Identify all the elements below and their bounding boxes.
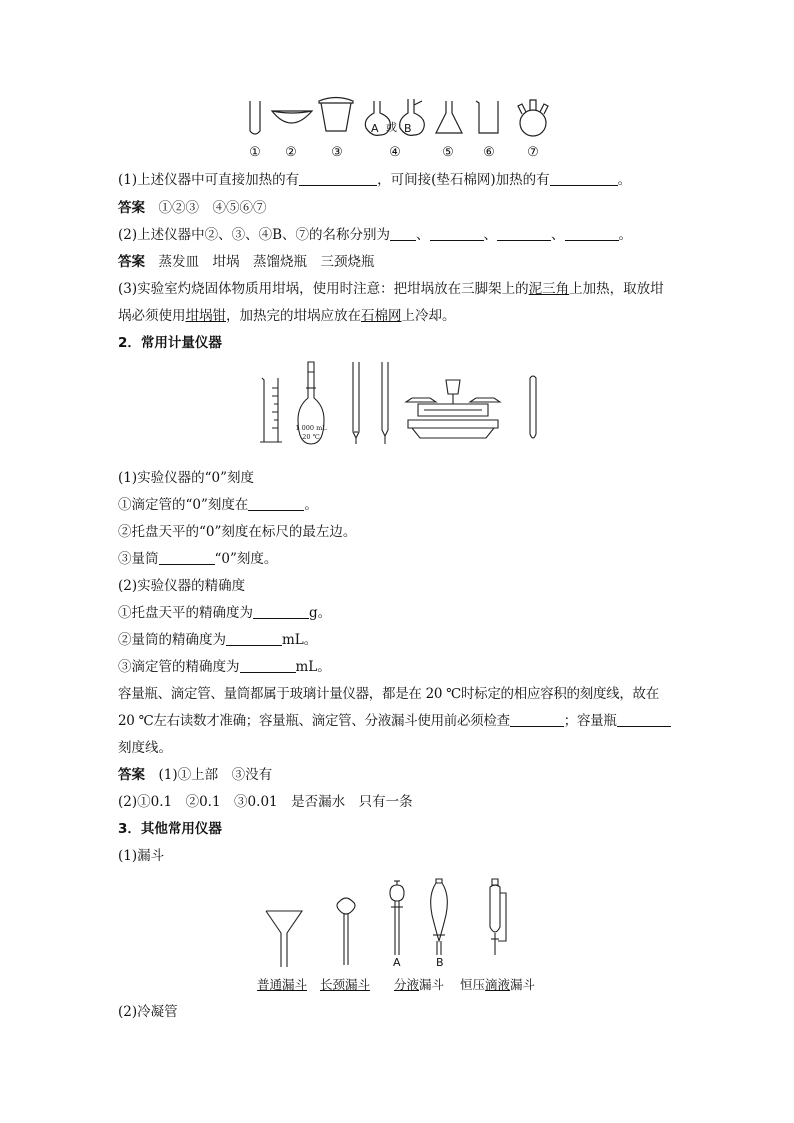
- conical-flask-icon: [436, 101, 462, 133]
- question-2: (2)上述仪器中②、③、④B、⑦的名称分别为 、 、 、 。: [118, 227, 633, 243]
- flask-volume-text: 1 000 mL: [295, 424, 327, 432]
- funnel-heading: (1)漏斗: [118, 848, 165, 864]
- funnel-label-separatory: 分液漏斗: [394, 977, 445, 992]
- funnels-figure: [262, 875, 542, 967]
- section-3-heading: 3．其他常用仪器: [118, 821, 222, 837]
- apparatus-number: ⑥: [483, 145, 495, 160]
- answer-1: 答案 ①②③ ④⑤⑥⑦: [118, 200, 267, 216]
- question-3-line-2: 埚必须使用坩埚钳，加热完的坩埚应放在石棉网上冷却。: [118, 308, 456, 324]
- apparatus-number: ④: [389, 145, 401, 160]
- measuring-instruments-figure: [258, 358, 548, 448]
- zero-mark-heading: (1)实验仪器的“0”刻度: [118, 470, 255, 486]
- graduated-cylinder-icon: [260, 378, 282, 442]
- flask-temperature-text: 20 ℃: [302, 433, 320, 441]
- apparatus-number: ⑤: [442, 145, 454, 160]
- long-neck-funnel-icon: [337, 898, 355, 965]
- paragraph-line-2: 20 ℃左右读数才准确；容量瓶、滴定管、分液漏斗使用前必须检查 ；容量瓶: [118, 711, 678, 731]
- answer-label: 答案: [118, 254, 145, 270]
- funnel-b-label: B: [436, 956, 444, 969]
- question-3-line-1: (3)实验室灼烧固体物质用坩埚，使用时注意：把坩埚放在三脚架上的泥三角上加热，取放坩: [118, 281, 664, 297]
- crucible-icon: [319, 98, 353, 132]
- separatory-funnel-b-icon: [431, 879, 448, 955]
- zero-mark-burette: ①滴定管的“0”刻度在 。: [118, 497, 318, 513]
- flask-a-label: A: [371, 122, 379, 135]
- answer-section-2-line-2: (2)①0.1 ②0.1 ③0.01 是否漏水 只有一条: [118, 794, 413, 810]
- apparatus-number: ⑦: [527, 145, 539, 160]
- zero-mark-cylinder: ③量筒 “0”刻度。: [118, 551, 278, 567]
- beaker-icon: [476, 101, 498, 133]
- answer-label: 答案: [118, 767, 145, 783]
- precision-cylinder: ②量筒的精确度为 mL。: [118, 632, 318, 648]
- apparatus-number: ③: [331, 145, 343, 160]
- precision-balance: ①托盘天平的精确度为 g。: [118, 605, 332, 621]
- separatory-funnel-a-icon: [390, 881, 404, 955]
- test-tube-icon: [250, 101, 260, 134]
- zero-mark-balance: ②托盘天平的“0”刻度在标尺的最左边。: [118, 524, 357, 540]
- apparatus-figure-1: [236, 95, 566, 145]
- plain-funnel-icon: [266, 911, 302, 967]
- apparatus-number: ①: [249, 145, 261, 160]
- burette-icon: [382, 362, 388, 444]
- funnel-label-long-neck: 长颈漏斗: [320, 977, 371, 992]
- precision-burette: ③滴定管的精确度为 mL。: [118, 659, 331, 675]
- funnel-a-label: A: [393, 956, 401, 969]
- funnel-label-pressure-equalizing: 恒压滴液漏斗: [460, 977, 536, 992]
- burette-icon: [353, 362, 359, 444]
- paragraph-line-3: 刻度线。: [118, 740, 172, 756]
- section-2-heading: 2．常用计量仪器: [118, 335, 222, 351]
- three-neck-flask-icon: [518, 100, 548, 136]
- answer-label: 答案: [118, 200, 145, 216]
- answer-2: 答案 蒸发皿 坩埚 蒸馏烧瓶 三颈烧瓶: [118, 254, 375, 270]
- balance-icon: [406, 380, 500, 438]
- thermometer-icon: [530, 376, 536, 438]
- precision-heading: (2)实验仪器的精确度: [118, 578, 246, 594]
- answer-section-2-line-1: 答案 (1)①上部 ③没有: [118, 767, 273, 783]
- paragraph-line-1: 容量瓶、滴定管、量筒都属于玻璃计量仪器，都是在 20 ℃时标定的相应容积的刻度线，故在: [118, 686, 659, 702]
- or-label: 或: [386, 121, 397, 134]
- pressure-equalizing-funnel-icon: [490, 879, 506, 955]
- funnel-label-plain: 普通漏斗: [257, 977, 308, 992]
- apparatus-number: ②: [285, 145, 297, 160]
- question-1: (1)上述仪器中可直接加热的有 ，可间接(垫石棉网)加热的有 。: [118, 172, 632, 188]
- flask-b-label: B: [404, 122, 412, 135]
- condenser-heading: (2)冷凝管: [118, 1004, 178, 1020]
